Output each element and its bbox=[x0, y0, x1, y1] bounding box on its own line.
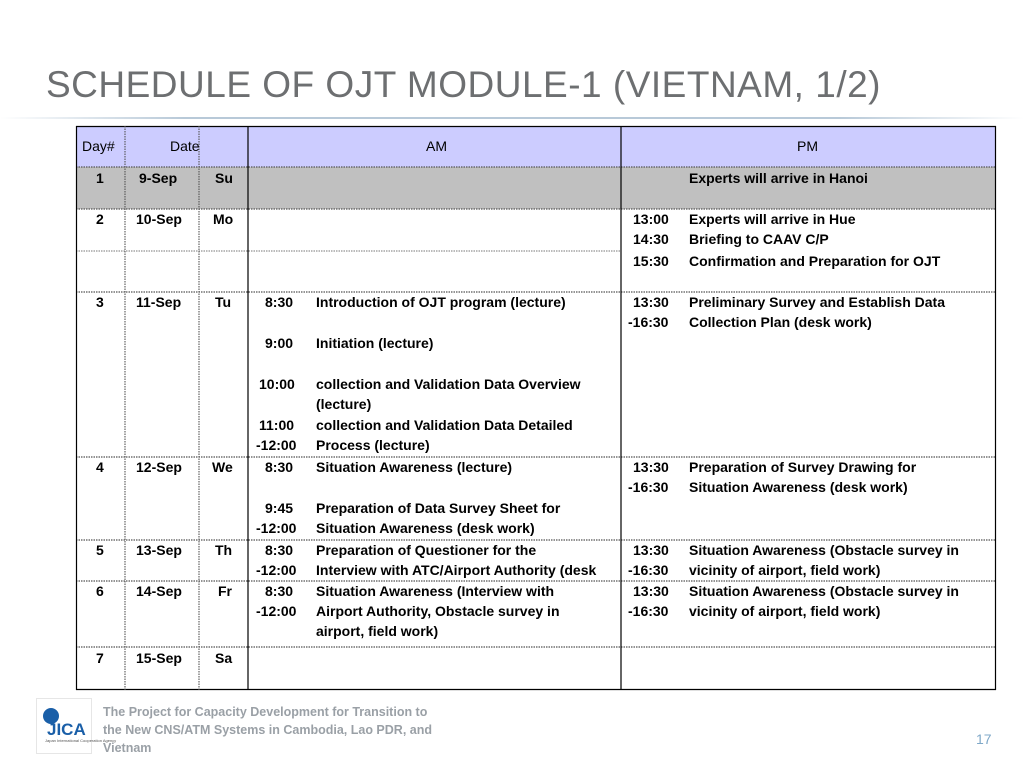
row4-pm-time: -16:30 bbox=[628, 479, 669, 495]
row5-am-text: Preparation of Questioner for the bbox=[316, 542, 537, 558]
row1-dow: Su bbox=[215, 170, 233, 186]
row4-am-time: -12:00 bbox=[256, 520, 297, 536]
footer-line-1: The Project for Capacity Development for Transition to bbox=[103, 705, 428, 719]
row4-am-text: Situation Awareness (lecture) bbox=[316, 459, 513, 475]
row4-am-text: Preparation of Data Survey Sheet for bbox=[316, 500, 561, 516]
schedule-table bbox=[76, 126, 996, 690]
header-pm: PM bbox=[797, 138, 818, 154]
row6-day: 6 bbox=[96, 583, 104, 599]
logo-subtext: Japan International Cooperation Agency bbox=[45, 738, 117, 743]
row6-am-time: 8:30 bbox=[265, 583, 294, 599]
row2-dow: Mo bbox=[213, 211, 234, 227]
row4-pm-text: Preparation of Survey Drawing for bbox=[689, 459, 917, 475]
row5-day: 5 bbox=[96, 542, 104, 558]
jica-logo-icon bbox=[37, 699, 117, 753]
row1-pm-text: Experts will arrive in Hanoi bbox=[689, 170, 868, 186]
row3-am-text: Introduction of OJT program (lecture) bbox=[316, 294, 566, 310]
row5-pm-time: -16:30 bbox=[628, 562, 669, 578]
row2-pm-time: 14:30 bbox=[633, 231, 669, 247]
page-number: 17 bbox=[976, 731, 992, 747]
row4-am-time: 8:30 bbox=[265, 459, 294, 475]
row1-day: 1 bbox=[96, 170, 104, 186]
header-row-bg bbox=[76, 126, 996, 167]
slide-title: SCHEDULE OF OJT MODULE-1 (VIETNAM, 1/2) bbox=[46, 64, 881, 105]
row4-am-text: Situation Awareness (desk work) bbox=[316, 520, 535, 536]
row2-pm-time: 15:30 bbox=[633, 253, 669, 269]
row5-am-time: -12:00 bbox=[256, 562, 297, 578]
row1-date: 9-Sep bbox=[139, 170, 178, 186]
row3-am-time: 11:00 bbox=[259, 417, 295, 433]
row2-pm-text: Confirmation and Preparation for OJT bbox=[689, 253, 941, 269]
row3-am-text: collection and Validation Data Detailed bbox=[316, 417, 573, 433]
row4-dow: We bbox=[212, 459, 233, 475]
row5-pm-text: vicinity of airport, field work) bbox=[689, 562, 881, 578]
row5-date: 13-Sep bbox=[136, 542, 182, 558]
footer-project-text bbox=[103, 703, 503, 757]
row5-am-time: 8:30 bbox=[265, 542, 294, 558]
row2-pm-text: Briefing to CAAV C/P bbox=[689, 231, 829, 247]
row3-am-text: (lecture) bbox=[316, 396, 372, 412]
row3-am-time: 9:00 bbox=[265, 335, 294, 351]
row3-am-time: 8:30 bbox=[265, 294, 294, 310]
row6-pm-text: vicinity of airport, field work) bbox=[689, 603, 881, 619]
row4-day: 4 bbox=[96, 459, 104, 475]
row4-pm-text: Situation Awareness (desk work) bbox=[689, 479, 908, 495]
row6-pm-text: Situation Awareness (Obstacle survey in bbox=[689, 583, 959, 599]
row4-date: 12-Sep bbox=[136, 459, 182, 475]
row2-date: 10-Sep bbox=[136, 211, 182, 227]
row3-day: 3 bbox=[96, 294, 104, 310]
header-date: Date bbox=[170, 138, 200, 154]
logo-wordmark: JICA bbox=[47, 720, 86, 739]
row7-day: 7 bbox=[96, 650, 104, 666]
row5-pm-text: Situation Awareness (Obstacle survey in bbox=[689, 542, 959, 558]
row3-pm-time: -16:30 bbox=[628, 314, 669, 330]
footer-line-2: the New CNS/ATM Systems in Cambodia, Lao PDR, and bbox=[103, 723, 432, 737]
row6-am-text: airport, field work) bbox=[316, 623, 439, 639]
row3-date: 11-Sep bbox=[136, 294, 182, 310]
row7-date: 15-Sep bbox=[136, 650, 182, 666]
row3-am-text: collection and Validation Data Overview bbox=[316, 376, 581, 392]
row2-day: 2 bbox=[96, 211, 104, 227]
row7-dow: Sa bbox=[215, 650, 233, 666]
row3-dow: Tu bbox=[215, 294, 232, 310]
row3-am-text: Initiation (lecture) bbox=[316, 335, 434, 351]
row2-pm-time: 13:00 bbox=[633, 211, 669, 227]
row6-pm-time: 13:30 bbox=[633, 583, 669, 599]
row5-dow: Th bbox=[215, 542, 233, 558]
footer-line-3: Vietnam bbox=[103, 741, 152, 755]
row4-am-time: 9:45 bbox=[265, 500, 294, 516]
row6-am-text: Situation Awareness (Interview with bbox=[316, 583, 555, 599]
row6-dow: Fr bbox=[218, 583, 232, 599]
row6-pm-time: -16:30 bbox=[628, 603, 669, 619]
row6-am-time: -12:00 bbox=[256, 603, 297, 619]
row5-am-text: Interview with ATC/Airport Authority (desk bbox=[316, 562, 597, 578]
row3-am-text: Process (lecture) bbox=[316, 437, 430, 453]
row2-pm-text: Experts will arrive in Hue bbox=[689, 211, 856, 227]
row3-pm-time: 13:30 bbox=[633, 294, 669, 310]
row3-am-time: 10:00 bbox=[259, 376, 295, 392]
jica-logo bbox=[36, 698, 117, 754]
header-am: AM bbox=[426, 138, 447, 154]
row3-pm-text: Collection Plan (desk work) bbox=[689, 314, 872, 330]
header-day: Day# bbox=[82, 138, 115, 154]
row4-pm-time: 13:30 bbox=[633, 459, 669, 475]
row5-pm-time: 13:30 bbox=[633, 542, 669, 558]
row6-am-text: Airport Authority, Obstacle survey in bbox=[316, 603, 560, 619]
row6-date: 14-Sep bbox=[136, 583, 182, 599]
row3-am-time: -12:00 bbox=[256, 437, 297, 453]
title-divider bbox=[0, 117, 1024, 119]
row3-pm-text: Preliminary Survey and Establish Data bbox=[689, 294, 945, 310]
